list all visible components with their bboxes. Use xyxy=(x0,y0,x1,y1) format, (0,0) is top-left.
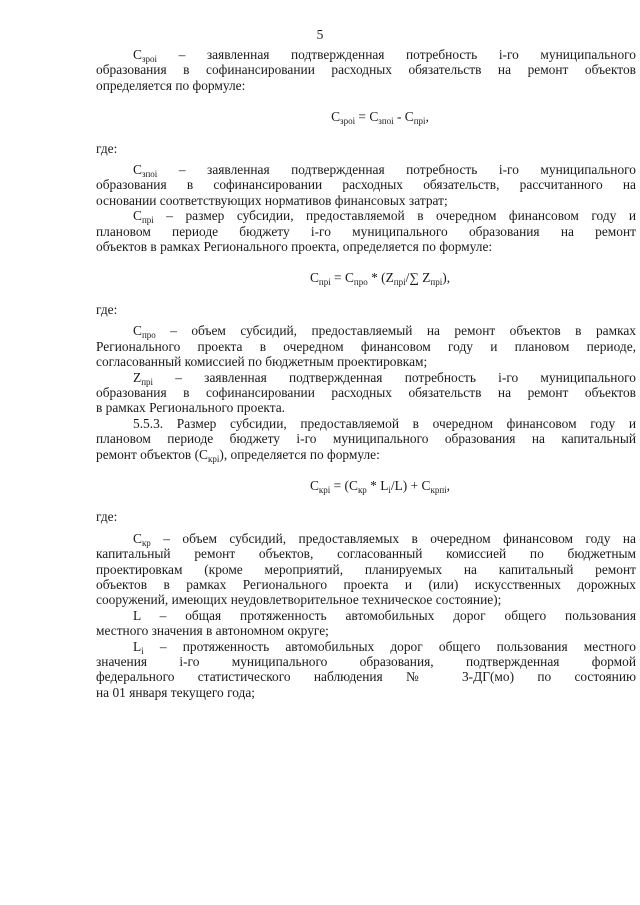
page-number: 5 xyxy=(316,27,324,42)
formula-2: $С_{прi} = С_{про} * (Z_{прi}/\sum$ $Z_{прi}$), xyxy=(309,270,451,288)
line: протяженность автомобильных дорог общего пользования местного xyxy=(182,638,637,654)
line: заявленная подтвержденная потребность i-го муниципального xyxy=(207,162,636,178)
line: капитальный ремонт объектов, согласованный комиссией по бюджетным xyxy=(96,546,636,562)
line: объектов в рамках Регионального проекта и (или) искусственных дорожных xyxy=(96,576,636,592)
paragraph-c-pro: $С_{про}$ – объем субсидий, предоставляемый на ремонт объектов в рамках Регионального проекта в очередном финансовом году и плановом периоде, согласованный комиссией по бюджетным проектировкам; xyxy=(96,323,637,370)
line: согласованный комиссией по бюджетным проектировкам; xyxy=(96,354,428,370)
paragraph-5-5-3: 5.5.3. Размер субсидии, предоставляемой в очередном финансовом году и плановом периоде бюджету i-го муниципального образования на капитальный ремонт объектов $(С_{крi})$, определяется по формуле: xyxy=(96,415,636,464)
where-label: где: xyxy=(96,140,118,156)
line: основании соответствующих нормативов финансовых затрат; xyxy=(96,192,448,208)
paragraph-c-kr: $С_{кр}$ – объем субсидий, предоставляемых в очередном финансовом году на капитальный ремонт объектов, согласованный комиссией по бюджетным проектировкам (кроме мероприятий, планируемых на капитальный ремонт объектов в рамках Регионального проекта и (или) искусственных дорожных сооружений, имеющих неудовлетворительное техническое состояние); xyxy=(96,530,636,608)
line: проектировкам (кроме мероприятий, планируемых на капитальный ремонт xyxy=(96,561,636,577)
paragraph-l: L – общая протяженность автомобильных дорог общего пользования местного значения в автономном округе; xyxy=(96,607,637,639)
paragraph-c-pri: $С_{прi}$ – размер субсидии, предоставляемой в очередном финансовом году и плановом периоде бюджету i-го муниципального образования на ремонт объектов в рамках Регионального проекта, определяется по формуле: xyxy=(96,208,636,255)
line: объектов в рамках Регионального проекта, определяется по формуле: xyxy=(96,239,493,255)
formula-1: $С_{зроi} = С_{зпоi} - С_{прi}$, xyxy=(331,109,429,127)
paragraph-c-zroi: $С_{зроi}$ – заявленная подтвержденная потребность i-го муниципального образования в софинансировании расходных обязательств на ремонт объектов определяется по формуле: xyxy=(96,47,636,93)
line: 5.5.3. Размер субсидии, предоставляемой в очередном финансовом году и xyxy=(133,415,636,431)
line: объем субсидий, предоставляемый на ремонт объектов в рамках xyxy=(191,323,637,339)
line: федерального статистического наблюдения № 3-ДГ(мо) по состоянию xyxy=(96,669,636,685)
line: заявленная подтвержденная потребность i-го муниципального xyxy=(206,47,636,62)
formula-3: $С_{крi} = (С_{кр} * L_i/L) + С_{крпi}$, xyxy=(309,477,451,495)
paragraph-c-zpoi: $С_{зпоi}$ – заявленная подтвержденная потребность i-го муниципального образования в софинансировании расходных обязательств, рассчитанного на основании соответствующих нормативов финансовых затрат; xyxy=(96,162,636,208)
paragraph-z-pri: $Z_{прi}$ – заявленная подтвержденная потребность i-го муниципального образования в софинансировании расходных обязательств на ремонт объектов в рамках Регионального проекта. xyxy=(96,369,636,416)
line: Регионального проекта в очередном финансовом году и плановом периоде, xyxy=(96,338,636,354)
line: образования в софинансировании расходных обязательств на ремонт объектов xyxy=(96,62,636,78)
line: плановом периоде бюджету i-го муниципального образования на ремонт xyxy=(96,223,636,239)
line: размер субсидии, предоставляемой в очередном финансовом году и xyxy=(185,208,636,224)
line: значения i-го муниципального образования, подтвержденная формой xyxy=(96,654,636,669)
line: сооружений, имеющих неудовлетворительное техническое состояние); xyxy=(96,592,502,608)
where-label: где: xyxy=(96,301,118,317)
line: определяется по формуле: xyxy=(96,77,246,93)
line: образования в софинансировании расходных обязательств, рассчитанного на xyxy=(96,177,636,193)
paragraph-l-i: $L_i$ – протяженность автомобильных дорог общего пользования местного значения i-го муниципального образования, подтвержденная формой федерального статистического наблюдения № 3-ДГ(мо) по состоянию на 01 января текущего года; xyxy=(96,638,637,700)
line: плановом периоде бюджету i-го муниципального образования на капитальный xyxy=(96,431,636,447)
line: заявленная подтвержденная потребность i-го муниципального xyxy=(204,369,636,385)
symbol: С xyxy=(133,47,142,62)
where-label: где: xyxy=(96,509,118,525)
line: в рамках Регионального проекта. xyxy=(96,400,286,416)
line: на 01 января текущего года; xyxy=(96,684,256,700)
line: образования в софинансировании расходных обязательств на ремонт объектов xyxy=(96,384,636,400)
line: общая протяженность автомобильных дорог общего пользования xyxy=(185,607,637,623)
document-body xyxy=(96,47,636,700)
line: объем субсидий, предоставляемых в очередном финансовом году на xyxy=(182,530,636,546)
line: местного значения в автономном округе; xyxy=(96,623,329,639)
